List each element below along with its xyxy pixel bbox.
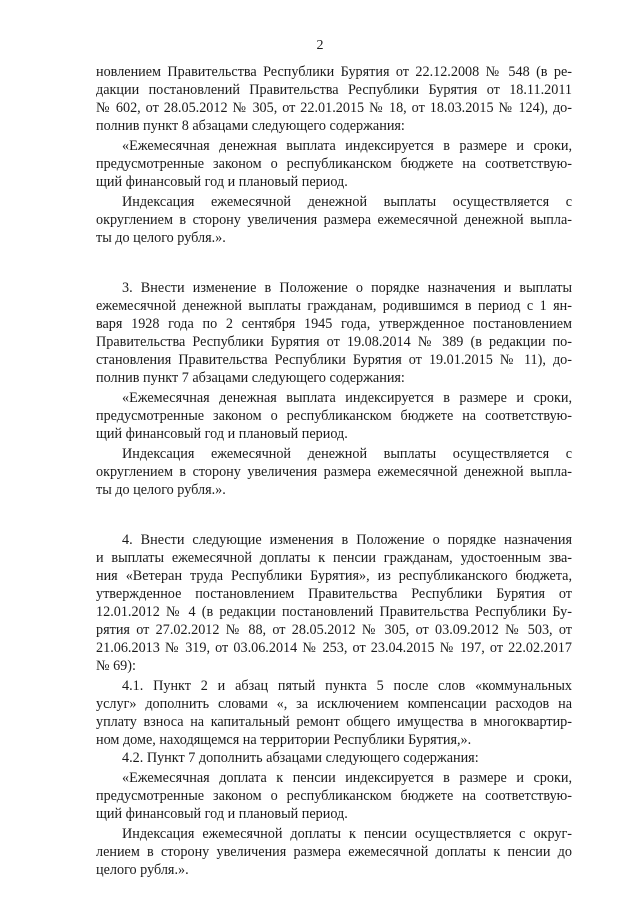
text-line: № 69):	[96, 658, 136, 674]
text-line: услуг» дополнить словами «, за исключением компенсации расходов на	[96, 696, 572, 712]
text-line: Индексация ежемесячной денежной выплаты осуществляется с	[122, 194, 572, 210]
text-line: 12.01.2012 № 4 (в редакции постановлений Правительства Республики Бу-	[96, 604, 572, 620]
text-line: «Ежемесячная доплата к пенсии индексируется в размере и сроки,	[122, 770, 572, 786]
text-line: предусмотренные законом о республиканском бюджете на соответствую-	[96, 156, 572, 172]
text-line: полнив пункт 7 абзацами следующего содержания:	[96, 370, 405, 386]
page-number: 2	[316, 38, 324, 53]
text-line: дакции постановлений Правительства Республики Бурятия от 18.11.2011	[96, 82, 572, 98]
text-line: 21.06.2013 № 319, от 03.06.2014 № 253, от 23.04.2015 № 197, от 22.02.2017	[96, 640, 572, 656]
text-line: округлением в сторону увеличения размера ежемесячной денежной выпла-	[96, 212, 572, 228]
text-line: «Ежемесячная денежная выплата индексируется в размере и сроки,	[122, 390, 572, 406]
text-line: «Ежемесячная денежная выплата индексируется в размере и сроки,	[122, 138, 572, 154]
text-line: полнив пункт 8 абзацами следующего содержания:	[96, 118, 405, 134]
text-line: № 602, от 28.05.2012 № 305, от 22.01.2015 № 18, от 18.03.2015 № 124), до-	[96, 100, 572, 116]
text-line: 3. Внести изменение в Положение о порядке назначения и выплаты	[122, 280, 572, 296]
text-line: щий финансовый год и плановый период.	[96, 806, 348, 822]
text-line: ежемесячной денежной выплаты гражданам, родившимся в период с 1 ян-	[96, 298, 572, 314]
text-line: 4.1. Пункт 2 и абзац пятый пункта 5 после слов «коммунальных	[122, 678, 572, 694]
text-line: Индексация ежемесячной денежной выплаты осуществляется с	[122, 446, 572, 462]
text-line: предусмотренные законом о республиканском бюджете на соответствую-	[96, 788, 572, 804]
text-line: становления Правительства Республики Бурятия от 19.01.2015 № 11), до-	[96, 352, 572, 368]
text-line: щий финансовый год и плановый период.	[96, 174, 348, 190]
text-line: предусмотренные законом о республиканском бюджете на соответствую-	[96, 408, 572, 424]
text-line: и выплаты ежемесячной доплаты к пенсии гражданам, удостоенным зва-	[96, 550, 572, 566]
text-line: целого рубля.».	[96, 862, 189, 878]
text-line: ном доме, находящемся на территории Республики Бурятия,».	[96, 732, 472, 748]
text-line: 4. Внести следующие изменения в Положение о порядке назначения	[122, 532, 572, 548]
text-line: уплату взноса на капитальный ремонт общего имущества в многоквартир-	[96, 714, 572, 730]
text-line: лением в сторону увеличения размера ежемесячной доплаты к пенсии до	[96, 844, 572, 860]
text-line: варя 1928 года по 2 сентября 1945 года, утвержденное постановлением	[96, 316, 572, 332]
text-line: Правительства Республики Бурятия от 19.08.2014 № 389 (в редакции по-	[96, 334, 572, 350]
text-line: ния «Ветеран труда Республики Бурятия», из республиканского бюджета,	[96, 568, 572, 584]
text-line: Индексация ежемесячной доплаты к пенсии осуществляется с округ-	[122, 826, 572, 842]
text-line: ты до целого рубля.».	[96, 230, 226, 246]
text-line: утвержденное постановлением Правительства Республики Бурятия от	[96, 586, 572, 602]
text-line: ты до целого рубля.».	[96, 482, 226, 498]
text-line: округлением в сторону увеличения размера ежемесячной денежной выпла-	[96, 464, 572, 480]
text-line: щий финансовый год и плановый период.	[96, 426, 348, 442]
text-line: рятия от 27.02.2012 № 88, от 28.05.2012 № 305, от 03.09.2012 № 503, от	[96, 622, 572, 638]
text-line: новлением Правительства Республики Бурятия от 22.12.2008 № 548 (в ре-	[96, 64, 572, 80]
text-line: 4.2. Пункт 7 дополнить абзацами следующего содержания:	[122, 750, 479, 766]
